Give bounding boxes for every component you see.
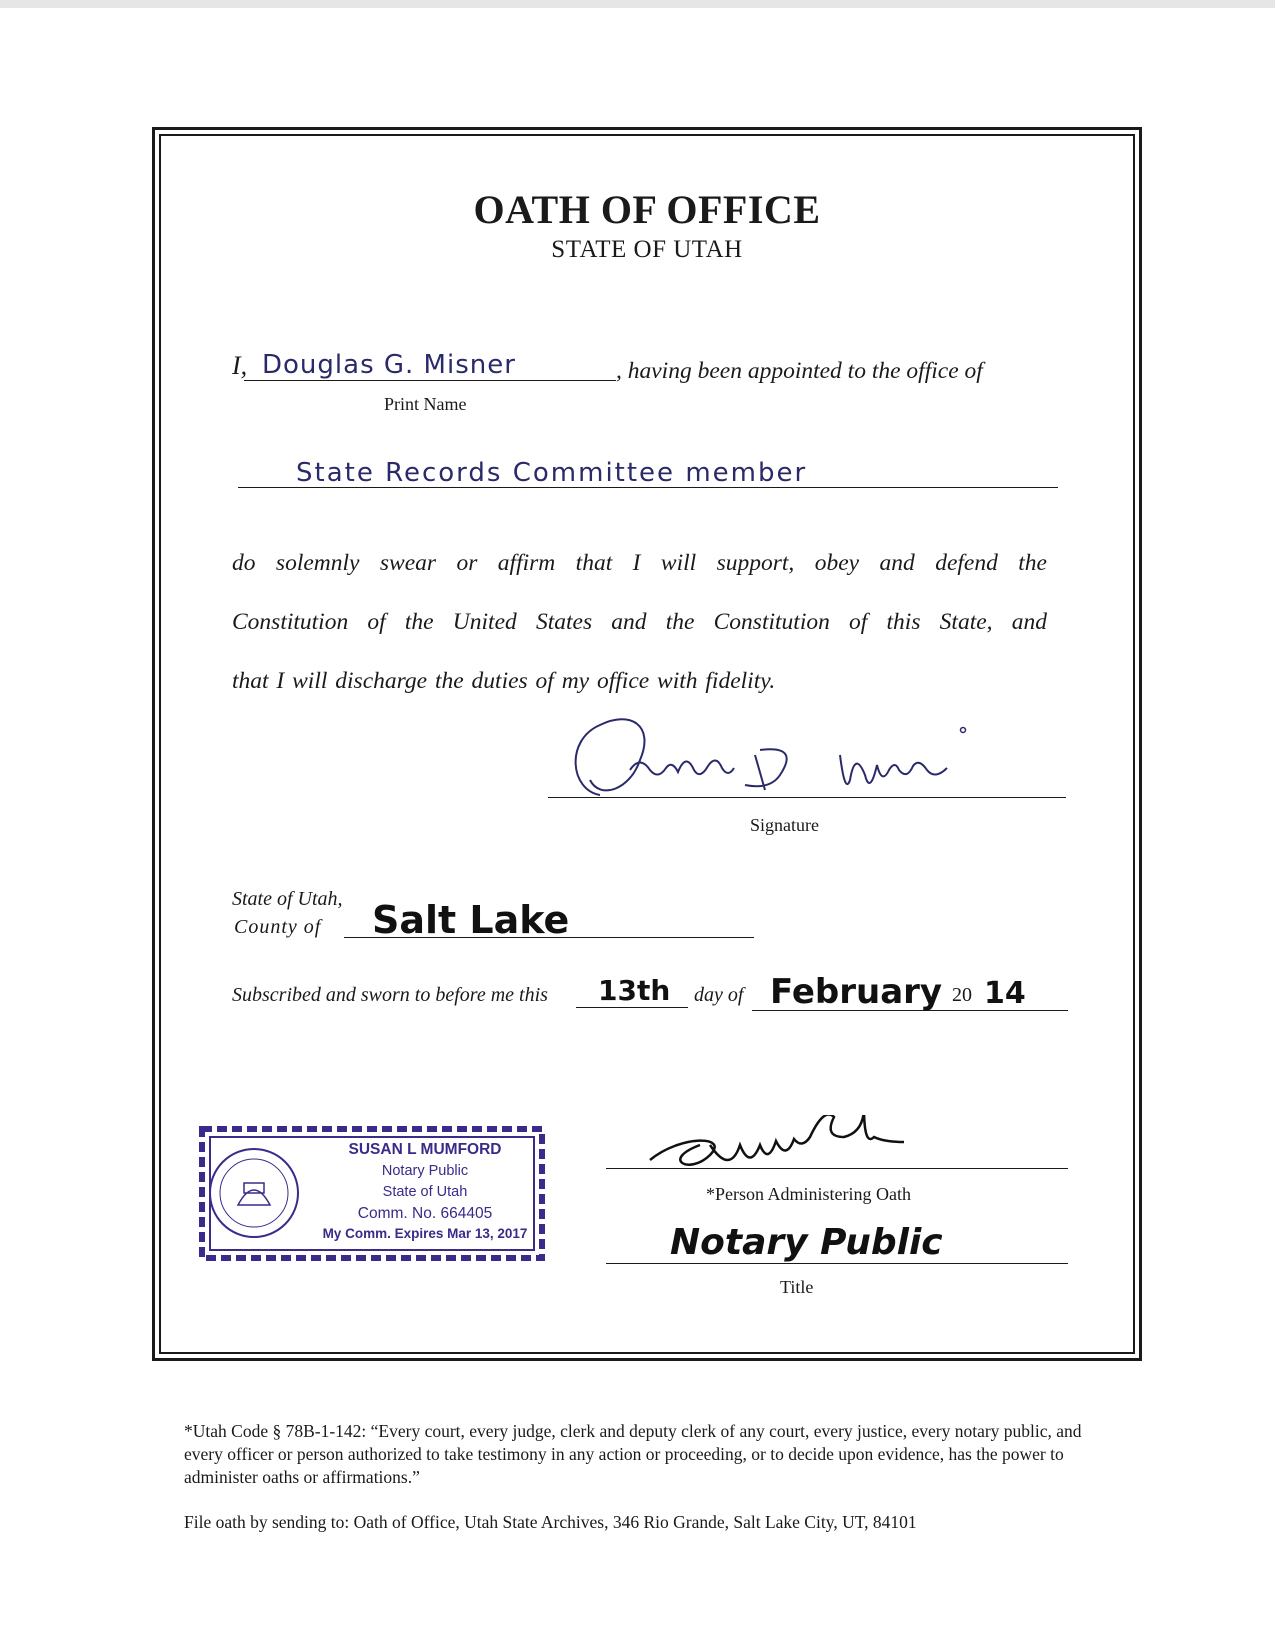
oath-line-2: Constitution of the United States and the Constitution of this State, and [232,609,1047,635]
administering-line [606,1168,1068,1169]
administering-label: *Person Administering Oath [706,1184,911,1204]
signature-line [548,797,1066,798]
form-subtitle: STATE OF UTAH [551,236,743,263]
title-line [606,1263,1068,1264]
state-label: State of Utah, [232,888,343,910]
print-name-handwritten[interactable]: Douglas G. Misner [262,350,516,380]
utah-code-note: *Utah Code § 78B-1-142: “Every court, every judge, clerk and deputy clerk of any court, every justice, every notary public, and every officer or person authorized to take testimony in any action or proceeding, or to decide upon evidence, has the power to administer oaths or affirmations.” [184,1421,1082,1487]
stamp-notary-name: SUSAN L MUMFORD [348,1141,502,1158]
officer-signature [560,700,1040,820]
notary-signature [640,1115,980,1180]
stamp-expires: My Comm. Expires Mar 13, 2017 [322,1226,528,1241]
title-label: Title [780,1277,814,1297]
month-handwritten[interactable]: February [770,972,943,1012]
office-handwritten[interactable]: State Records Committee member [296,458,808,488]
print-name-line [244,380,616,381]
county-handwritten[interactable]: Salt Lake [372,898,570,942]
stamp-notary-role: Notary Public [381,1163,469,1179]
oath-line-1: do solemnly swear or affirm that I will support, obey and defend the [232,550,1047,576]
day-of-label: day of [694,984,744,1006]
subscribed-prefix: Subscribed and sworn to before me this [232,984,548,1006]
file-oath-note: File oath by sending to: Oath of Office, Utah State Archives, 346 Rio Grande, Salt Lake City, UT, 84101 [184,1512,917,1532]
stamp-comm-no: Comm. No. 664405 [357,1205,493,1222]
year-prefix: 20 [952,984,972,1006]
day-handwritten[interactable]: 13th [598,974,671,1007]
day-line [576,1007,688,1008]
appointment-prefix: I, [232,351,248,380]
stamp-notary-state: State of Utah [382,1184,468,1200]
title-handwritten[interactable]: Notary Public [670,1222,943,1263]
signature-label: Signature [750,815,819,835]
appointment-suffix: , having been appointed to the office of [616,358,983,384]
oath-line-3: that I will discharge the duties of my office with fidelity. [232,668,776,694]
print-name-label: Print Name [384,394,467,414]
year-handwritten[interactable]: 14 [984,976,1026,1011]
county-label: County of [234,916,322,938]
form-title: OATH OF OFFICE [473,187,821,232]
page-top-edge [0,0,1275,8]
